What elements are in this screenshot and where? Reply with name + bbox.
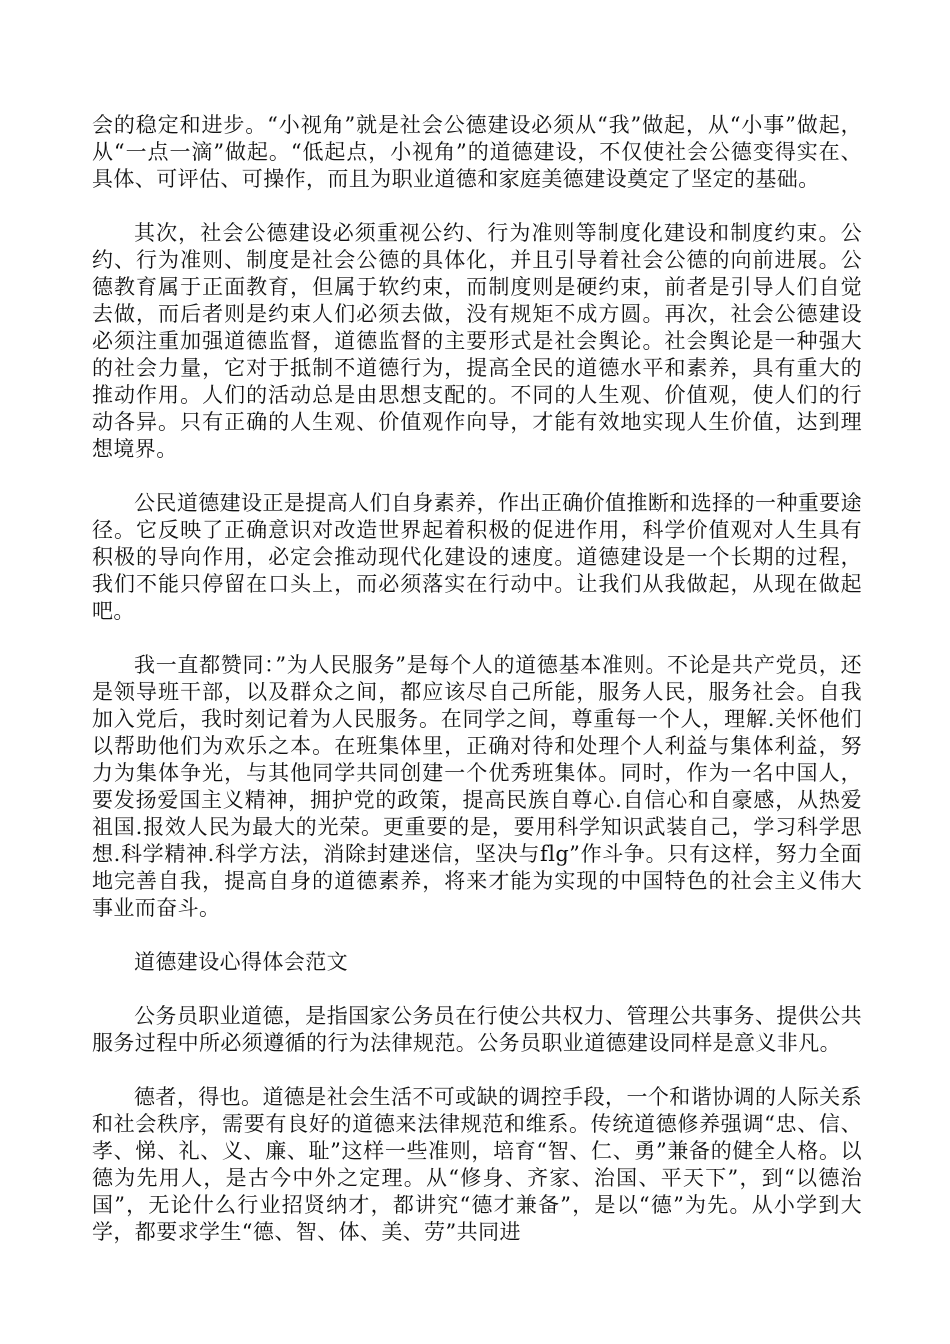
paragraph-public-morality-rules: 其次，社会公德建设必须重视公约、行为准则等制度化建设和制度约束。公约、行为准则、制度是社会公德的具体化，并且引导着社会公德的向前进展。公德教育属于正面教育，但属于软约束，而制度则是硬约束，前者是引导人们自觉去做，而后者则是约束人们必须去做，没有规矩不成方圆。再次，社会公德建设必须注重加强道德监督，道德监督的主要形式是社会舆论。社会舆论是一种强大的社会力量，它对于抵制不道德行为，提高全民的道德水平和素养，具有重大的推动作用。人们的活动总是由思想支配的。不同的人生观、价值观，使人们的行动各异。只有正确的人生观、价值观作向导，才能有效地实现人生价值，达到理想境界。 bbox=[92, 221, 862, 461]
paragraph-serve-the-people: 我一直都赞同：”为人民服务”是每个人的道德基本准则。不论是共产党员，还是领导班干部，以及群众之间，都应该尽自己所能，服务人民，服务社会。自我加入党后，我时刻记着为人民服务。在同学之间，尊重每一个人，理解.关怀他们以帮助他们为欢乐之本。在班集体里，正确对待和处理个人利益与集体利益，努力为集体争光，与其他同学共同创建一个优秀班集体。同时，作为一名中国人，要发扬爱国主义精神，拥护党的政策，提高民族自尊心.自信心和自豪感，从热爱祖国.报效人民为最大的光荣。更重要的是，要用科学知识武装自己，学习科学思想.科学精神.科学方法，消除封建迷信，坚决与flg”作斗争。只有这样，努力全面地完善自我，提高自身的道德素养，将来才能为实现的中国特色的社会主义伟大事业而奋斗。 bbox=[92, 653, 862, 920]
paragraph-continuation: 会的稳定和进步。“小视角”就是社会公德建设必须从“我”做起，从“小事”做起，从“一点一滴”做起。“低起点，小视角”的道德建设，不仅使社会公德变得实在、具体、可评估、可操作，而且为职业道德和家庭美德建设奠定了坚定的基础。 bbox=[92, 113, 862, 191]
paragraph-virtue: 德者，得也。道德是社会生活不可或缺的调控手段，一个和谐协调的人际关系和社会秩序，需要有良好的道德来法律规范和维系。传统道德修养强调“忠、信、孝、悌、礼、义、廉、耻”这样一些准则，培育“智、仁、勇”兼备的健全人格。以德为先用人，是古今中外之定理。从“修身、齐家、治国、平天下”，到“以德治国”，无论什么行业招贤纳才，都讲究“德才兼备”，是以“德”为先。从小学到大学，都要求学生“德、智、体、美、劳”共同进 bbox=[92, 1085, 862, 1244]
section-heading: 道德建设心得体会范文 bbox=[134, 950, 348, 974]
document-body bbox=[92, 112, 862, 1273]
paragraph-civil-servant-ethics: 公务员职业道德，是指国家公务员在行使公共权力、管理公共事务、提供公共服务过程中所必须遵循的行为法律规范。公务员职业道德建设同样是意义非凡。 bbox=[92, 1004, 862, 1055]
paragraph-citizen-morality: 公民道德建设正是提高人们自身素养，作出正确价值推断和选择的一种重要途径。它反映了正确意识对改造世界起着积极的促进作用，科学价值观对人生具有积极的导向作用，必定会推动现代化建设的速度。道德建设是一个长期的过程，我们不能只停留在口头上，而必须落实在行动中。让我们从我做起，从现在做起吧。 bbox=[92, 491, 862, 623]
